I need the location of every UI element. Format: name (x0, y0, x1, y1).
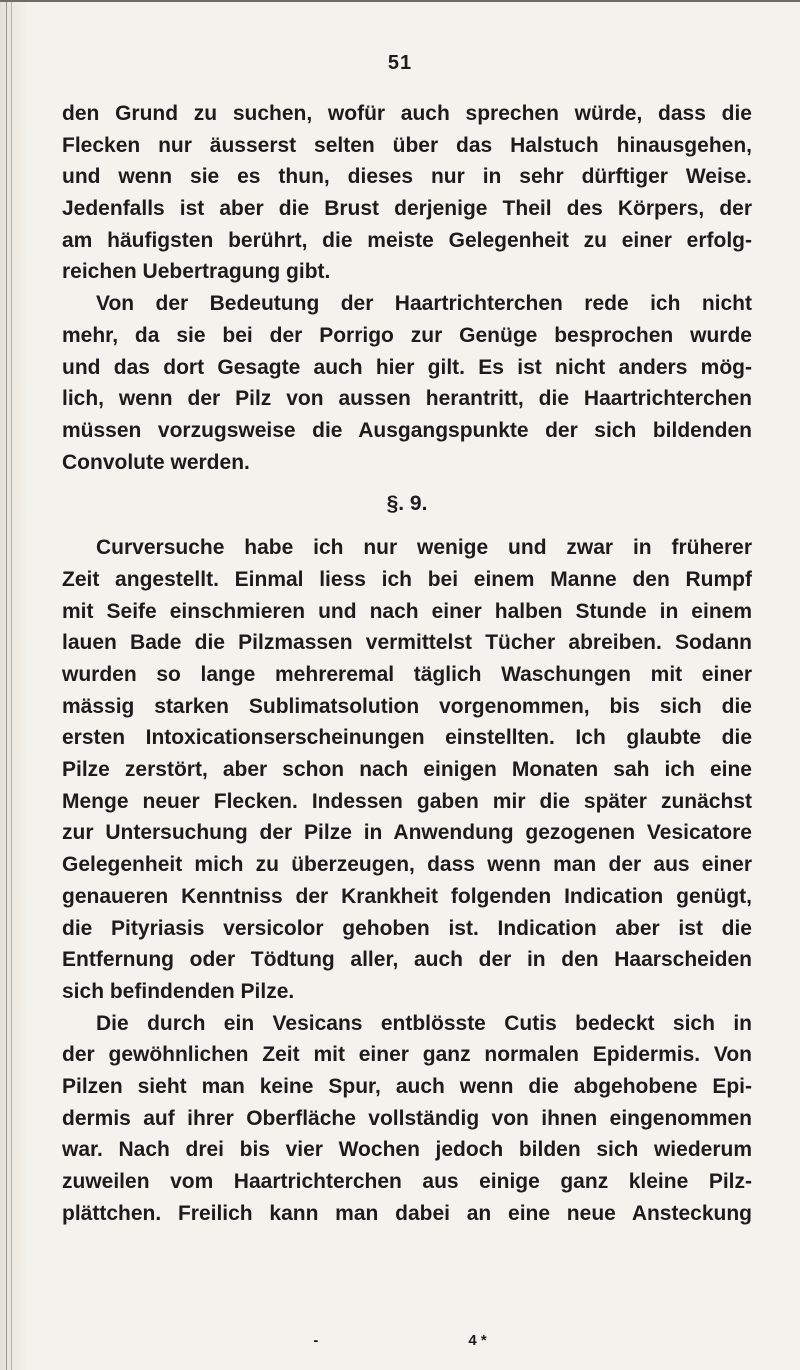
text-line: die Pityriasis versicolor gehoben ist. Indication aber ist die (62, 916, 752, 940)
text-line: am häufigsten berührt, die meiste Gelegenheit zu einer erfolg- (62, 228, 752, 252)
paragraph (62, 98, 752, 288)
text-line: zuweilen vom Haartrichterchen aus einige ganz kleine Pilz- (62, 1170, 752, 1193)
section-heading: §. 9. (386, 492, 428, 516)
text-line: Jedenfalls ist aber die Brust derjenige Theil des Körpers, der (62, 197, 752, 221)
signature-number: 4 * (468, 1332, 487, 1349)
text-line: Pilze zerstört, aber schon nach einigen Monaten sah ich eine (62, 758, 752, 782)
paragraph (62, 532, 752, 1007)
text-line: und das dort Gesagte auch hier gilt. Es ist nicht anders mög- (62, 355, 752, 379)
text-line: lauen Bade die Pilzmassen vermittelst Tücher abreiben. Sodann (62, 631, 752, 655)
text-line: lich, wenn der Pilz von aussen herantritt, die Haartrichterchen (62, 387, 752, 411)
binding-line (6, 0, 7, 1370)
text-line: Gelegenheit mich zu überzeugen, dass wenn man der aus einer (62, 853, 752, 877)
text-line: Convolute werden. (62, 450, 250, 474)
text-line: müssen vorzugsweise die Ausgangspunkte der sich bildenden (62, 418, 752, 442)
text-line: sich befindenden Pilze. (62, 979, 295, 1003)
page-number: 51 (387, 52, 413, 74)
text-line: war. Nach drei bis vier Wochen jedoch bilden sich wiederum (62, 1138, 752, 1162)
text-line: Zeit angestellt. Einmal liess ich bei einem Manne den Rumpf (62, 567, 752, 591)
text-line: wurden so lange mehreremal täglich Waschungen mit einer (62, 663, 752, 686)
text-line: Menge neuer Flecken. Indessen gaben mir die später zunächst (62, 789, 752, 813)
text-line: plättchen. Freilich kann man dabei an eine neue Ansteckung (62, 1201, 752, 1225)
signature-dash: - (313, 1332, 319, 1349)
paragraph (62, 288, 752, 478)
paragraph (62, 1008, 752, 1230)
text-line: Von der Bedeutung der Haartrichterchen rede ich nicht (96, 292, 752, 316)
text-line: mässig starken Sublimatsolution vorgenommen, bis sich die (62, 694, 752, 718)
top-rule (0, 0, 800, 2)
text-line: reichen Uebertragung gibt. (62, 260, 331, 284)
text-line: dermis auf ihrer Oberfläche vollständig von ihnen eingenommen (62, 1106, 752, 1130)
text-line: Die durch ein Vesicans entblösste Cutis bedeckt sich in (96, 1011, 752, 1035)
text-line: Flecken nur äusserst selten über das Halstuch hinausgehen, (62, 133, 752, 157)
signature-mark (0, 1332, 800, 1349)
text-line: mit Seife einschmieren und nach einer halben Stunde in einem (62, 599, 752, 623)
text-line: zur Untersuchung der Pilze in Anwendung gezogenen Vesicatore (62, 821, 752, 845)
text-line: der gewöhnlichen Zeit mit einer ganz normalen Epidermis. Von (62, 1043, 752, 1067)
text-line: Curversuche habe ich nur wenige und zwar in früherer (96, 536, 752, 560)
text-line: mehr, da sie bei der Porrigo zur Genüge besprochen wurde (62, 323, 752, 347)
text-line: Pilzen sieht man keine Spur, auch wenn die abgehobene Epi- (62, 1074, 752, 1098)
text-line: genaueren Kenntniss der Krankheit folgenden Indication genügt, (62, 884, 752, 908)
text-line: den Grund zu suchen, wofür auch sprechen würde, dass die (62, 102, 752, 125)
text-line: Entfernung oder Tödtung aller, auch der in den Haarscheiden (62, 948, 752, 972)
binding-line (11, 0, 12, 1370)
text-line: und wenn sie es thun, dieses nur in sehr dürftiger Weise. (62, 165, 752, 189)
page-body (62, 98, 752, 1229)
text-line: ersten Intoxicationserscheinungen einstellten. Ich glaubte die (62, 726, 752, 750)
page-edge-shadow (0, 0, 28, 1370)
